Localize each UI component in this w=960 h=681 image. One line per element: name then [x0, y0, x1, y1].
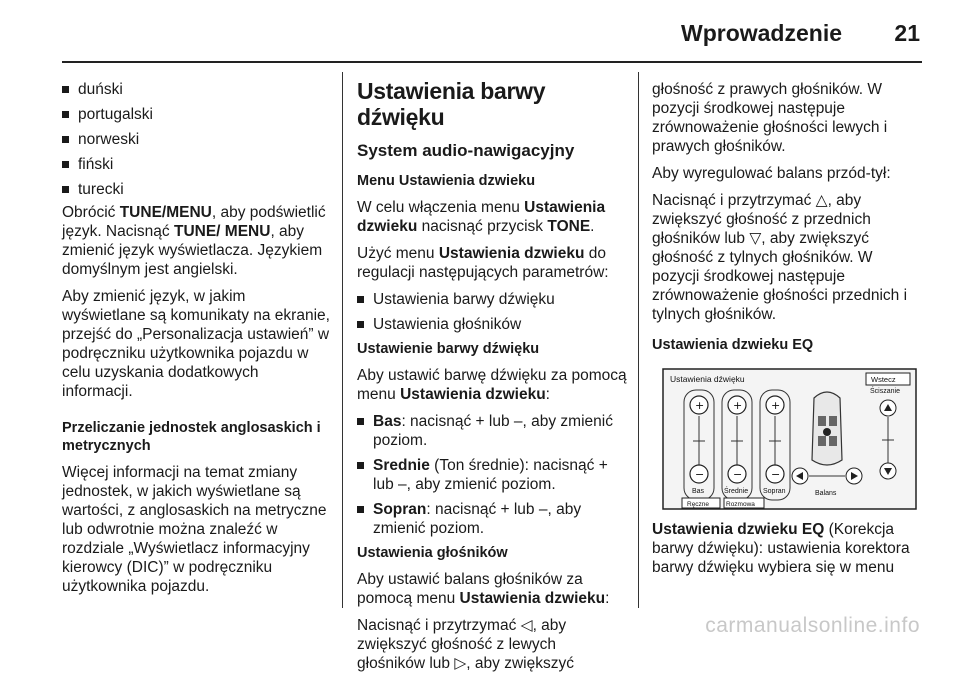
paragraph: W celu włączenia menu Ustawienia dzwieku nacisnąć przycisk TONE. [357, 199, 606, 235]
paragraph: Aby zmienić język, w jakim wyświetlane są komunikaty na ekranie, przejść do „Personalizacja ustawień” w podręczniku użytkownika pojazdu w celu uzyskania dodatkowych informacji. [62, 288, 330, 400]
svg-text:+: + [733, 399, 743, 412]
sopran-label: Sopran [763, 488, 786, 495]
bas-label: Bas [692, 488, 705, 495]
paragraph: Nacisnąć i przytrzymać ◁, aby zwiększyć głośność z lewych głośników lub ▷, aby zwiększyć [357, 617, 574, 672]
column-1 [62, 80, 330, 604]
balance-right-arrow-icon [846, 468, 862, 484]
talk-button-label: Rozmowa [726, 501, 755, 508]
list-item: Srednie (Ton średnie): nacisnąć + lub –, aby zmienić poziom. [357, 456, 627, 494]
column-divider [638, 72, 639, 608]
figure-title: Ustawienia dźwięku [670, 374, 745, 384]
list-item: fiński [62, 155, 330, 174]
paragraph: Aby ustawić balans głośników za pomocą menu Ustawienia dzwieku: [357, 571, 610, 607]
column-3 [652, 80, 924, 585]
page-number: 21 [894, 20, 920, 46]
list-item: Ustawienia barwy dźwięku [357, 290, 627, 309]
list-item: turecki [62, 180, 330, 199]
srednie-label: Średnie [724, 488, 749, 495]
fade-down-arrow-icon [880, 463, 896, 479]
page-header [0, 0, 960, 62]
subheading: Ustawienia dzwieku EQ [652, 337, 814, 353]
balance-label: Balans [815, 490, 837, 497]
fade-label: Ściszanie [870, 388, 900, 395]
paragraph: Więcej informacji na temat zmiany jednostek, w jakich wyświetlane są wartości, z anglosaskich na metryczne lub odwrotnie można znaleźć w rozdziale „Wyświetlacz informacyjny kierowcy (DIC)” w podręczniku użytkownika pojazdu. [62, 464, 327, 595]
svg-text:−: − [771, 468, 781, 481]
paragraph: Aby ustawić barwę dźwięku za pomocą menu Ustawienia dzwieku: [357, 367, 627, 403]
subheading: Ustawienia głośników [357, 545, 508, 561]
paragraph: głośność z prawych głośników. W pozycji środkowej następuje zrównoważenie głośności lewych i prawych głośników. [652, 81, 888, 155]
svg-text:−: − [695, 468, 705, 481]
paragraph: Aby wyregulować balans przód-tył: [652, 165, 891, 182]
subheading: Przeliczanie jednostek anglosaskich i metrycznych [62, 420, 321, 454]
balance-left-arrow-icon [792, 468, 808, 484]
sound-settings-screen [662, 368, 917, 510]
subheading: Menu Ustawienia dzwieku [357, 173, 536, 189]
svg-text:+: + [695, 399, 705, 412]
list-item: Bas: nacisnąć + lub –, aby zmienić poziom. [357, 412, 627, 450]
list-item: norweski [62, 130, 330, 149]
svg-text:−: − [733, 468, 743, 481]
bullet-icon [357, 418, 364, 425]
fade-up-arrow-icon [880, 400, 896, 416]
bullet-icon [62, 86, 69, 93]
paragraph: Nacisnąć i przytrzymać △, aby zwiększyć głośność z przednich głośników lub ▽, aby zwiększyć głośność z tylnych głośników. W pozycji środkowej następuje zrównoważenie głośności przednich i tylnych głośników. [652, 192, 908, 323]
list-item: duński [62, 80, 330, 99]
column-divider [342, 72, 343, 608]
list-item: Ustawienia głośników [357, 315, 627, 334]
paragraph: Ustawienia dzwieku EQ (Korekcja barwy dźwięku): ustawienia korektora barwy dźwięku wybiera się w menu [652, 521, 910, 576]
paragraph: Obrócić TUNE/MENU, aby podświetlić język. Nacisnąć TUNE/ MENU, aby zmienić język wyświetlacza. Językiem domyślnym jest angielski. [62, 204, 326, 278]
car-top-view-icon [812, 392, 842, 465]
bullet-icon [62, 111, 69, 118]
subsection-heading: System audio-nawigacyjny [357, 141, 575, 160]
bullet-icon [357, 296, 364, 303]
header-rule [62, 61, 922, 63]
column-2 [357, 78, 627, 681]
bullet-icon [62, 136, 69, 143]
subheading: Ustawienie barwy dźwięku [357, 341, 540, 357]
svg-text:+: + [771, 399, 781, 412]
paragraph: Użyć menu Ustawienia dzwieku do regulacji następujących parametrów: [357, 245, 609, 281]
watermark: carmanualsonline.info [705, 614, 920, 637]
list-item: portugalski [62, 105, 330, 124]
section-heading: Ustawienia barwy dźwięku [357, 78, 546, 130]
bullet-icon [357, 462, 364, 469]
section-title: Wprowadzenie [680, 20, 842, 46]
bullet-icon [357, 506, 364, 513]
reset-button-label: Wstecz [871, 375, 896, 384]
bullet-icon [62, 186, 69, 193]
bullet-icon [62, 161, 69, 168]
list-item: Sopran: nacisnąć + lub –, aby zmienić poziom. [357, 500, 627, 538]
sound-settings-figure [662, 368, 917, 510]
manual-button-label: Ręczne [687, 501, 710, 508]
bullet-icon [357, 321, 364, 328]
